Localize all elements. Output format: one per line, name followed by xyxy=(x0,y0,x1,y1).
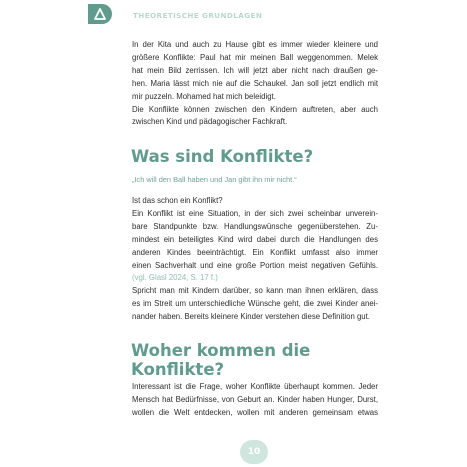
text-line: hen. Maria lässt mich nie auf die Schaukel. Jan soll jetzt endlich mit xyxy=(132,78,378,88)
chapter-badge xyxy=(88,4,112,24)
text-line: bare Standpunkte bzw. Handlungswünsche gegenüberstehen. Zu- xyxy=(132,221,378,231)
heading-line: Konflikte? xyxy=(131,360,225,379)
text-line: In der Kita und auch zu Hause gibt es immer wieder kleinere und xyxy=(132,40,378,49)
definition-paragraph xyxy=(132,195,378,324)
text-line: einen Sachverhalt und eine große Portion meist negativen Gefühls. xyxy=(132,260,378,270)
text-line: es im Streit um unterschiedliche Wünsche geht, die zwei Kinder anei- xyxy=(132,299,378,309)
text-line: größere Konflikte: Paul hat mir meinen Ball weggenommen. Melek xyxy=(132,52,378,62)
text-line: mindest ein beteiligtes Kind wird dabei durch die Handlungen des xyxy=(132,234,378,244)
origin-paragraph xyxy=(132,381,378,420)
heading-line: Woher kommen die xyxy=(131,341,311,360)
text-line: anderen Kindes beeinträchtigt. Ein Konflikt umfasst also immer xyxy=(132,247,378,257)
chapter-title: THEORETISCHE GRUNDLAGEN xyxy=(133,11,263,20)
section-heading xyxy=(131,341,310,379)
text-line: zwischen Kind und pädagogischer Fachkraft. xyxy=(132,117,288,127)
page-number: 10 xyxy=(240,440,268,464)
text-line: Die Konflikte können zwischen den Kindern auftreten, aber auch xyxy=(132,104,378,114)
text-line: wollen die Welt entdecken, wollen mit anderen gemeinsam etwas xyxy=(132,407,378,417)
text-line: Interessant ist die Frage, woher Konflikte überhaupt kommen. Jeder xyxy=(132,382,378,391)
text-line: Mensch hat Bedürfnisse, von Geburt an. Kinder haben Hunger, Durst, xyxy=(132,394,378,404)
text-line: Ein Konflikt ist eine Situation, in der sich zwei scheinbar unverein- xyxy=(132,208,378,218)
text-line: Ist das schon ein Konflikt? xyxy=(132,196,223,205)
section-heading: Was sind Konflikte? xyxy=(131,147,314,166)
quote: „Ich will den Ball haben und Jan gibt ihn mir nicht.“ xyxy=(132,175,297,184)
citation: (vgl. Glasl 2024, S. 17 f.) xyxy=(132,273,218,283)
text-line: Spricht man mit Kindern darüber, so kann man ihnen erklären, dass xyxy=(132,286,378,296)
text-line: mir puzzeln. Mohamed hat mich beleidigt. xyxy=(132,91,276,101)
text-line: hat mein Bild zerrissen. Ich will jetzt aber nicht nach draußen ge- xyxy=(132,65,378,75)
triangle-icon xyxy=(94,8,106,20)
intro-paragraph xyxy=(132,39,378,129)
text-line: nander haben. Bereits kleinere Kinder verstehen diese Definition gut. xyxy=(132,312,370,322)
